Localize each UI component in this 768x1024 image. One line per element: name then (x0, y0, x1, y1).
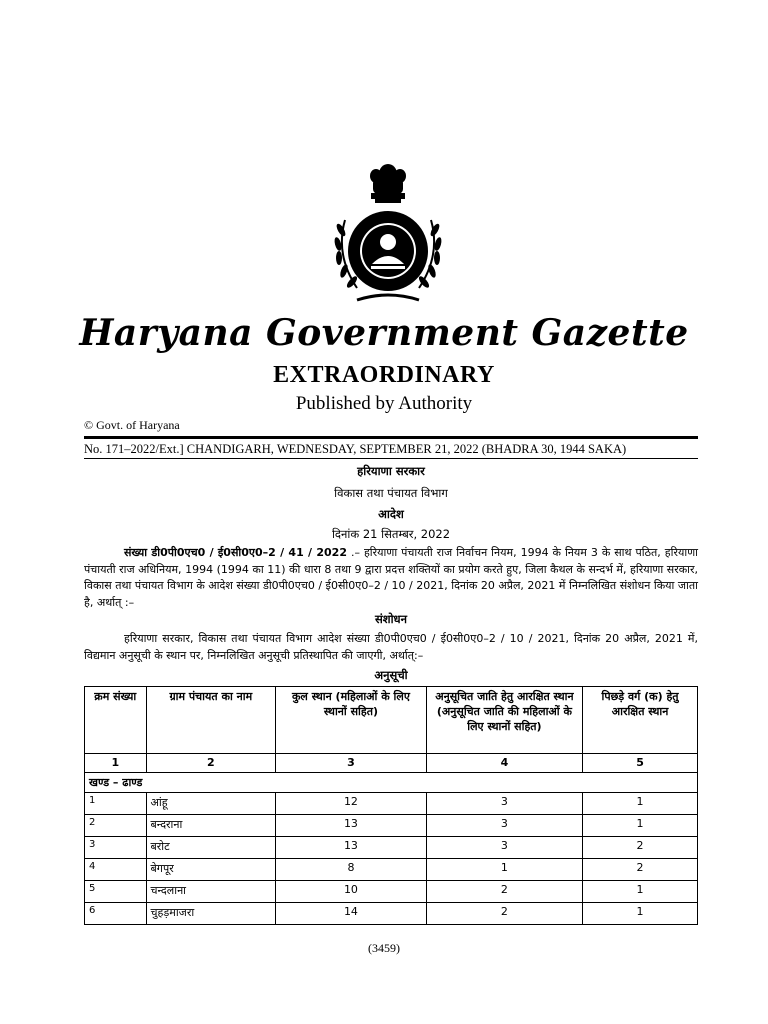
order-text: .– हरियाणा पंचायती राज निर्वाचन नियम, 1994 के नियम 3 के साथ पठित, हरियाणा पंचायती राज अधिनियम, 1994 (1994 का 11) की धारा 8 तथा 9 द्वारा प्रदत्त शक्तियों का प्रयोग करते हुए, जिला कैथल के सन्दर्भ में, हरियाणा सरकार, विकास तथा पंचायत विभाग के आदेश संख्या डी0पी0एच0 / ई0सी0ए0–2 / 10 / 2021, दिनांक 20 अप्रैल, 2021 में निम्नलिखित संशोधन किया जाता है, अर्थात् :– (84, 546, 698, 609)
panchayat-name-cell: बेगपूर (146, 859, 276, 881)
serial-cell: 5 (85, 881, 147, 903)
header-rule-bottom (84, 458, 698, 459)
panchayat-name-cell: बरोट (146, 837, 276, 859)
block-row (85, 773, 698, 793)
sc-seats-cell: 3 (426, 837, 582, 859)
copyright-notice: © Govt. of Haryana (84, 418, 180, 432)
col-header-bc-seats: पिछड़े वर्ग (क) हेतु आरक्षित स्थान (583, 687, 698, 754)
sc-seats-cell: 1 (426, 859, 582, 881)
header-rule-top (84, 436, 698, 439)
serial-cell: 1 (85, 793, 147, 815)
government-name: हरियाणा सरकार (357, 464, 425, 478)
bc-seats-cell: 1 (583, 815, 698, 837)
order-date: दिनांक 21 सितम्बर, 2022 (331, 527, 451, 541)
table-row (85, 881, 698, 903)
col-header-total-seats: कुल स्थान (महिलाओं के लिए स्थानों सहित) (276, 687, 427, 754)
panchayat-name-cell: बन्दराना (146, 815, 276, 837)
panchayat-name-cell: आंहू (146, 793, 276, 815)
col-header-panchayat: ग्राम पंचायत का नाम (146, 687, 276, 754)
block-label: खण्ड – ढाण्ड (85, 773, 698, 793)
total-seats-cell: 14 (276, 903, 427, 925)
table-row (85, 859, 698, 881)
table-row (85, 815, 698, 837)
column-number: 5 (583, 754, 698, 773)
total-seats-cell: 13 (276, 815, 427, 837)
schedule-header-row (85, 687, 698, 754)
column-number: 2 (146, 754, 276, 773)
column-number: 4 (426, 754, 582, 773)
bc-seats-cell: 2 (583, 837, 698, 859)
sc-seats-cell: 2 (426, 881, 582, 903)
col-header-sc-seats: अनुसूचित जाति हेतु आरक्षित स्थान (अनुसूचित जाति की महिलाओं के लिए स्थानों सहित) (426, 687, 582, 754)
table-row (85, 903, 698, 925)
department-name: विकास तथा पंचायत विभाग (334, 486, 448, 500)
panchayat-name-cell: चुहड़माजरा (146, 903, 276, 925)
serial-cell: 4 (85, 859, 147, 881)
serial-cell: 6 (85, 903, 147, 925)
col-header-serial: क्रम संख्या (85, 687, 147, 754)
order-paragraph (84, 545, 698, 611)
total-seats-cell: 10 (276, 881, 427, 903)
issue-line: No. 171–2022/Ext.] CHANDIGARH, WEDNESDAY, SEPTEMBER 21, 2022 (BHADRA 30, 1944 SAKA) (84, 442, 627, 456)
gazette-subtitle: EXTRAORDINARY (273, 362, 495, 388)
page-number: (3459) (368, 941, 400, 955)
sc-seats-cell: 3 (426, 815, 582, 837)
order-heading: आदेश (378, 507, 404, 521)
serial-cell: 3 (85, 837, 147, 859)
column-number-row (85, 754, 698, 773)
total-seats-cell: 8 (276, 859, 427, 881)
amendment-paragraph (84, 631, 698, 664)
panchayat-name-cell: चन्दलाना (146, 881, 276, 903)
table-row (85, 793, 698, 815)
haryana-emblem (327, 160, 449, 306)
bc-seats-cell: 1 (583, 793, 698, 815)
order-number: संख्या डी0पी0एच0 / ई0सी0ए0–2 / 41 / 2022 (124, 546, 347, 559)
schedule-heading: अनुसूची (374, 668, 408, 682)
schedule-table (84, 686, 698, 925)
sc-seats-cell: 3 (426, 793, 582, 815)
gazette-authority: Published by Authority (295, 393, 473, 414)
total-seats-cell: 13 (276, 837, 427, 859)
amendment-text: हरियाणा सरकार, विकास तथा पंचायत विभाग आदेश संख्या डी0पी0एच0 / ई0सी0ए0–2 / 10 / 2021, दिनांक 20 अप्रैल, 2021 में, विद्यमान अनुसूची के स्थान पर, निम्नलिखित अनुसूची प्रतिस्थापित की जाएगी, अर्थात्:– (84, 632, 698, 662)
bc-seats-cell: 1 (583, 881, 698, 903)
bc-seats-cell: 2 (583, 859, 698, 881)
bc-seats-cell: 1 (583, 903, 698, 925)
column-number: 1 (85, 754, 147, 773)
sc-seats-cell: 2 (426, 903, 582, 925)
gazette-title: Haryana Government Gazette (79, 312, 689, 354)
column-number: 3 (276, 754, 427, 773)
amendment-heading: संशोधन (374, 612, 408, 626)
total-seats-cell: 12 (276, 793, 427, 815)
table-row (85, 837, 698, 859)
serial-cell: 2 (85, 815, 147, 837)
